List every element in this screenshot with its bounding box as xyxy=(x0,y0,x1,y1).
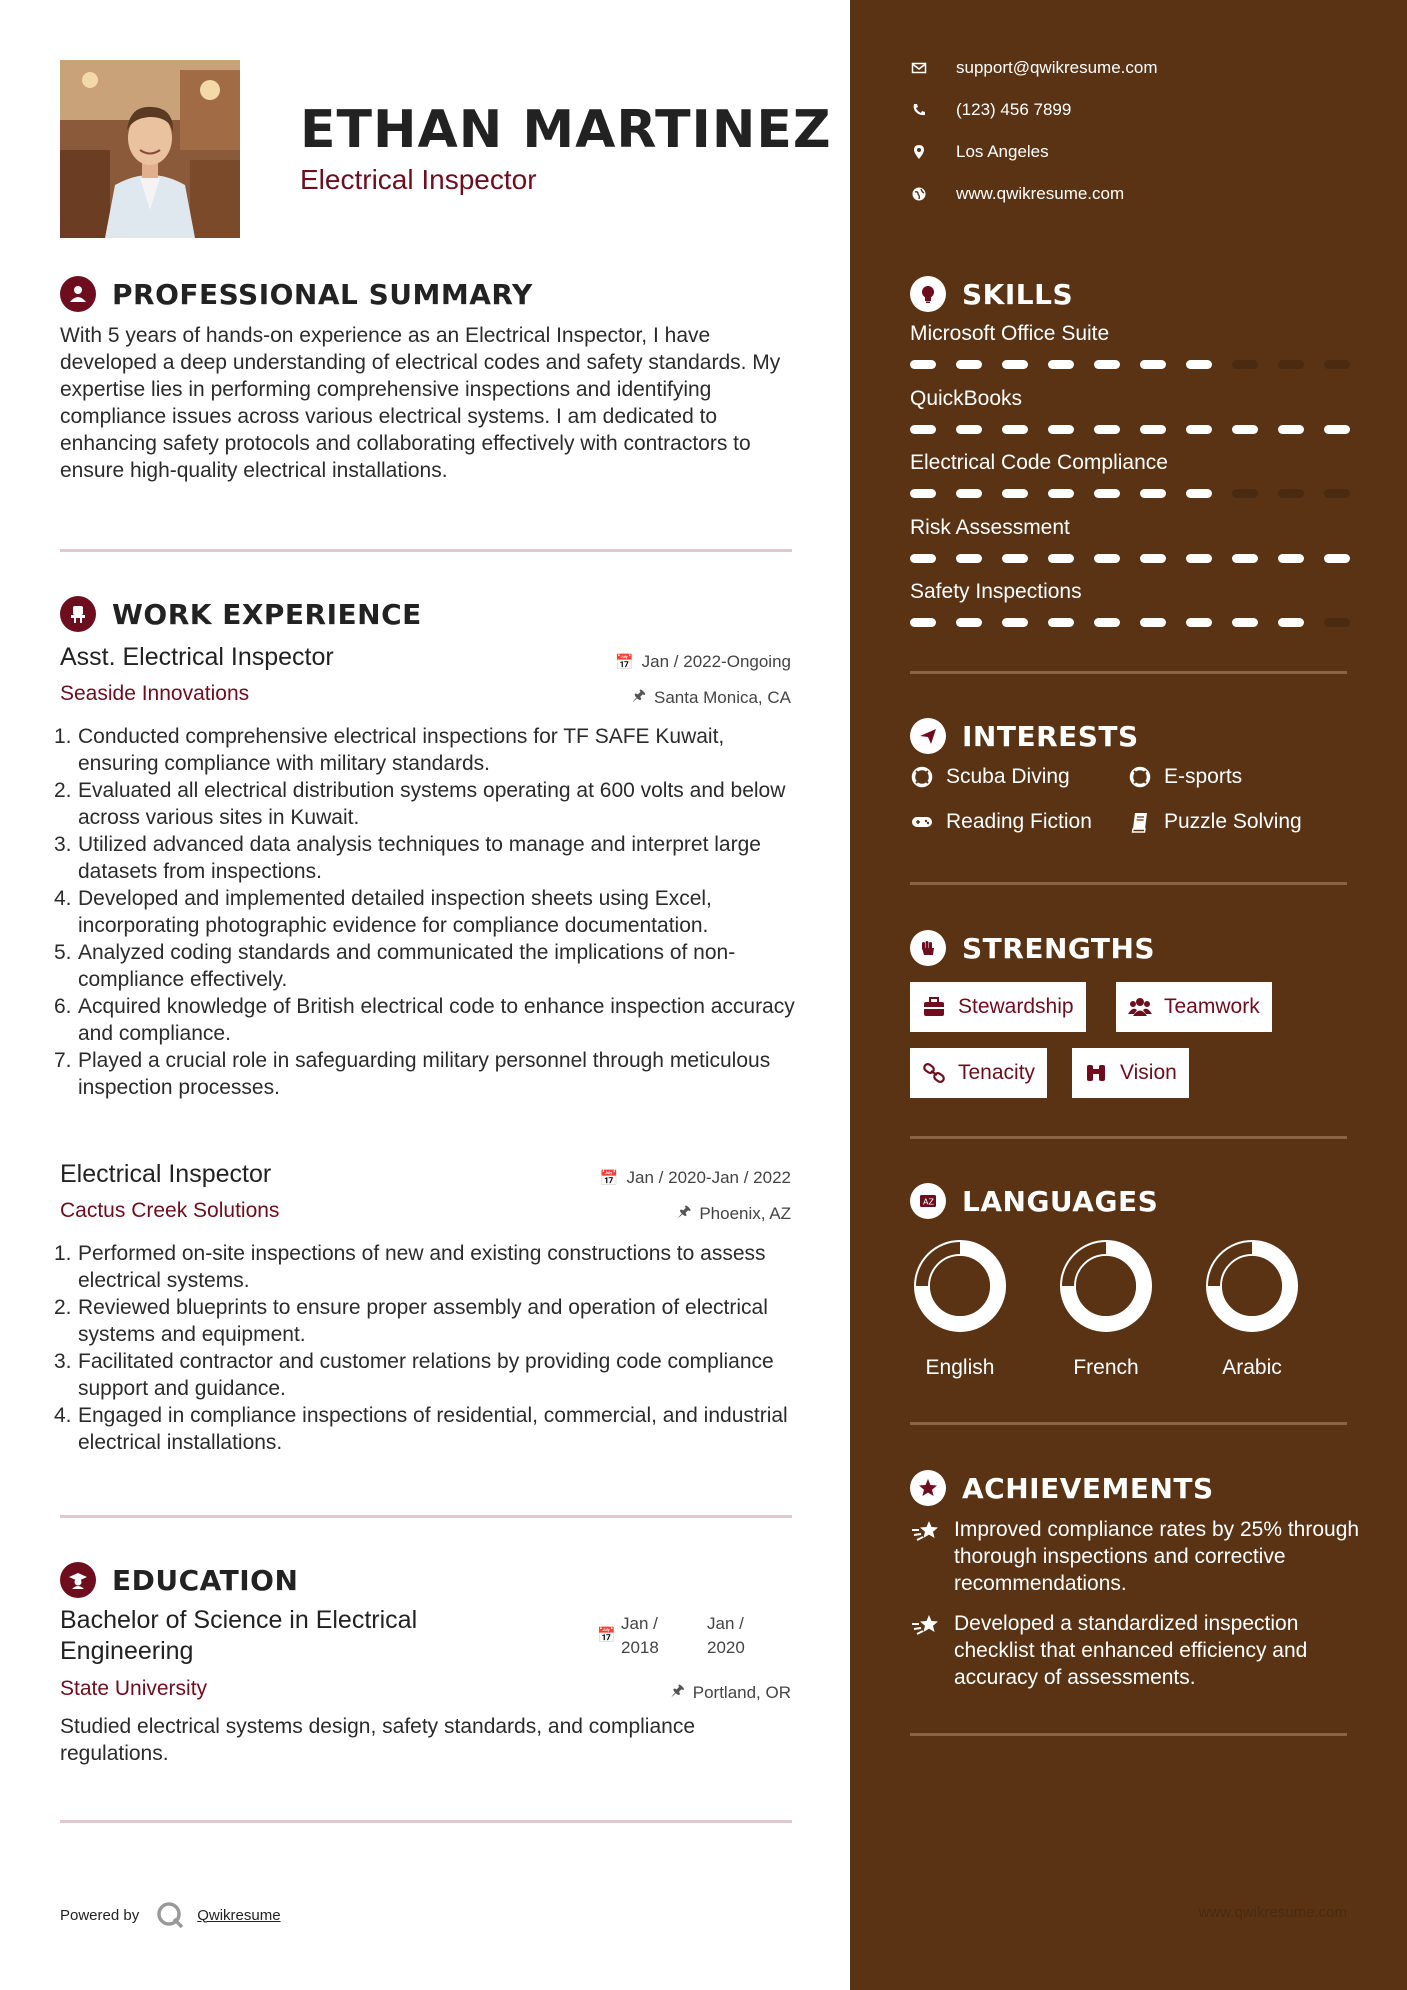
list-item: 4. Engaged in compliance inspections of residential, commercial, and industrial electrical installations. xyxy=(54,1404,788,1454)
fist-icon xyxy=(910,930,946,966)
map-pin-icon xyxy=(910,143,928,161)
phone-icon xyxy=(910,101,928,119)
skill-level-bar xyxy=(910,489,1350,499)
strength-badge: Stewardship xyxy=(910,982,1086,1032)
skill-dash xyxy=(1324,554,1350,563)
qwikresume-link[interactable]: Qwikresume xyxy=(197,1906,281,1924)
user-icon xyxy=(60,276,96,312)
list-item: 3. Utilized advanced data analysis techniques to manage and interpret large datasets from inspections. xyxy=(54,833,761,883)
paper-plane-icon xyxy=(910,718,946,754)
skill-dash xyxy=(1278,618,1304,627)
skill-level-bar xyxy=(910,360,1350,370)
svg-text:AZ: AZ xyxy=(923,1197,934,1207)
contact-website[interactable]: www.qwikresume.com xyxy=(910,184,1124,204)
pin-icon: 🖈 xyxy=(632,687,646,704)
achievement-item: Improved compliance rates by 25% through thorough inspections and corrective recommendations. xyxy=(910,1516,1360,1597)
section-divider xyxy=(60,1515,792,1518)
skill-dash xyxy=(910,618,936,627)
job-title: Asst. Electrical Inspector xyxy=(60,643,334,671)
language-name: Arabic xyxy=(1222,1356,1282,1379)
skill-dash xyxy=(1002,618,1028,627)
job-dates: 📅 Jan / 2022-Ongoing xyxy=(614,652,791,671)
skill-dash xyxy=(956,425,982,434)
candidate-name: ETHAN MARTINEZ xyxy=(300,100,832,160)
skill-name: QuickBooks xyxy=(910,387,1023,410)
profile-photo xyxy=(60,60,240,238)
contact-phone[interactable]: (123) 456 7899 xyxy=(910,100,1071,120)
end-date: Jan / 2020 xyxy=(707,1614,745,1657)
section-title: WORK EXPERIENCE xyxy=(112,597,422,631)
ring-hole xyxy=(1222,1256,1282,1316)
briefcase-icon xyxy=(922,996,946,1018)
footer-website[interactable]: www.qwikresume.com xyxy=(1198,1904,1347,1921)
achievements-heading xyxy=(910,1470,1214,1506)
skill-dash xyxy=(1048,425,1074,434)
section-divider xyxy=(910,1136,1347,1139)
calendar-icon: 📅 xyxy=(614,654,634,671)
skill-dash xyxy=(1094,360,1120,369)
strength-badge: Tenacity xyxy=(910,1048,1047,1098)
education-location: 🖈 Portland, OR xyxy=(671,1680,791,1705)
skill-dash xyxy=(1094,554,1120,563)
list-item: 1. Conducted comprehensive electrical inspections for TF SAFE Kuwait, ensuring compliance with military standards. xyxy=(54,725,725,775)
sidebar xyxy=(850,0,1407,1990)
list-item: 5. Analyzed coding standards and communicated the implications of non-compliance effectively. xyxy=(54,941,736,991)
section-title: STRENGTHS xyxy=(962,931,1156,965)
skill-dash xyxy=(1186,360,1212,369)
section-title: SKILLS xyxy=(962,277,1074,311)
job-bullets xyxy=(54,1240,799,1456)
skill-dash xyxy=(1002,425,1028,434)
skill-name: Microsoft Office Suite xyxy=(910,322,1110,345)
job-dates: 📅 Jan / 2020-Jan / 2022 xyxy=(599,1168,791,1187)
candidate-role: Electrical Inspector xyxy=(300,164,537,195)
lightbulb-icon xyxy=(910,276,946,312)
strengths-heading xyxy=(910,930,1155,966)
section-divider xyxy=(60,1820,792,1823)
skill-dash xyxy=(1232,425,1258,434)
skill-level-bar xyxy=(910,554,1350,564)
language-name: French xyxy=(1073,1356,1139,1379)
interest-item: Puzzle Solving xyxy=(1128,810,1302,834)
skill-dash xyxy=(1324,618,1350,627)
lifebuoy-icon xyxy=(910,765,934,789)
skill-dash xyxy=(1048,554,1074,563)
translate-icon xyxy=(910,1183,946,1219)
language-name: English xyxy=(925,1356,995,1379)
ring-hole xyxy=(930,1256,990,1316)
chair-icon xyxy=(60,596,96,632)
education-description: Studied electrical systems design, safety standards, and compliance regulations. xyxy=(60,1715,695,1765)
interests-heading xyxy=(910,718,1139,754)
skill-dash xyxy=(1232,554,1258,563)
skill-name: Electrical Code Compliance xyxy=(910,451,1168,474)
lifebuoy-icon xyxy=(1128,765,1152,789)
list-item: 3. Facilitated contractor and customer relations by providing code compliance support and guidance. xyxy=(54,1350,774,1400)
ring-hole xyxy=(1076,1256,1136,1316)
section-divider xyxy=(910,671,1347,674)
list-item: 2. Evaluated all electrical distribution systems operating at 600 volts and below across various sites in Kuwait. xyxy=(54,779,786,829)
section-title: LANGUAGES xyxy=(962,1184,1159,1218)
skill-dash xyxy=(1278,489,1304,498)
skill-dash xyxy=(1140,618,1166,627)
skill-dash xyxy=(1140,489,1166,498)
list-item: 4. Developed and implemented detailed inspection sheets using Excel, incorporating photographic evidence for compliance documentation. xyxy=(54,887,712,937)
skill-dash xyxy=(1140,360,1166,369)
calendar-icon: 📅 xyxy=(599,1170,619,1187)
section-title: INTERESTS xyxy=(962,719,1139,753)
book-icon xyxy=(1128,810,1152,834)
skill-name: Safety Inspections xyxy=(910,580,1082,603)
skill-dash xyxy=(1048,360,1074,369)
section-title: PROFESSIONAL SUMMARY xyxy=(112,277,533,311)
skill-dash xyxy=(910,360,936,369)
skill-dash xyxy=(1232,489,1258,498)
skill-dash xyxy=(956,489,982,498)
skill-dash xyxy=(1048,618,1074,627)
skill-dash xyxy=(1186,489,1212,498)
languages-heading xyxy=(910,1183,1158,1219)
skill-dash xyxy=(1324,425,1350,434)
skill-dash xyxy=(1278,360,1304,369)
pin-icon: 🖈 xyxy=(677,1203,692,1220)
link-icon xyxy=(922,1062,946,1084)
start-date: Jan / 2018 xyxy=(621,1614,659,1657)
star-badge-icon xyxy=(910,1470,946,1506)
degree-title: Bachelor of Science in Electrical Engineering xyxy=(60,1606,418,1665)
skill-dash xyxy=(1278,554,1304,563)
strength-badge: Vision xyxy=(1072,1048,1189,1098)
users-icon xyxy=(1128,996,1152,1018)
list-item: 1. Performed on-site inspections of new and existing constructions to assess electrical systems. xyxy=(54,1242,766,1292)
summary-text: With 5 years of hands-on experience as an Electrical Inspector, I have developed a deep understanding of electrical codes and safety standards. My expertise lies in performing comprehensive inspections and identifying compliance issues across various electrical systems. I am dedicated to enhancing safety protocols and collaborating effectively with contractors to ensure high-quality electrical installations. xyxy=(60,324,781,482)
job-bullets xyxy=(54,723,799,1101)
education-heading xyxy=(60,1562,298,1598)
company-name: Seaside Innovations xyxy=(60,682,250,705)
skill-dash xyxy=(1140,554,1166,563)
skill-dash xyxy=(910,554,936,563)
skill-dash xyxy=(1278,425,1304,434)
strength-badge: Teamwork xyxy=(1116,982,1272,1032)
section-title: ACHIEVEMENTS xyxy=(962,1471,1214,1505)
section-divider xyxy=(60,549,792,552)
skill-dash xyxy=(1002,554,1028,563)
shooting-star-icon xyxy=(910,1612,940,1640)
skill-dash xyxy=(1232,360,1258,369)
skill-dash xyxy=(1140,425,1166,434)
skill-dash xyxy=(956,554,982,563)
summary-heading xyxy=(60,276,533,312)
section-divider xyxy=(910,1422,1347,1425)
experience-heading xyxy=(60,596,422,632)
company-name: Cactus Creek Solutions xyxy=(60,1199,280,1222)
language-item xyxy=(1056,1238,1156,1380)
envelope-icon xyxy=(910,59,928,77)
calendar-icon: 📅 xyxy=(597,1627,616,1644)
skill-dash xyxy=(1094,489,1120,498)
skills-heading xyxy=(910,276,1073,312)
language-item xyxy=(910,1238,1010,1380)
list-item: 2. Reviewed blueprints to ensure proper assembly and operation of electrical systems and equipment. xyxy=(54,1296,768,1346)
skill-dash xyxy=(956,618,982,627)
qwikresume-logo-icon xyxy=(155,1900,185,1930)
powered-by: Powered by Qwikresume xyxy=(60,1900,281,1930)
shooting-star-icon xyxy=(910,1518,940,1546)
interest-item: Reading Fiction xyxy=(910,810,1092,834)
skill-level-bar xyxy=(910,618,1350,628)
skill-dash xyxy=(1048,489,1074,498)
skill-dash xyxy=(1186,425,1212,434)
binoculars-icon xyxy=(1084,1062,1108,1084)
language-level-ring xyxy=(1058,1238,1154,1334)
skill-dash xyxy=(956,360,982,369)
skill-dash xyxy=(1186,554,1212,563)
skill-dash xyxy=(1094,618,1120,627)
interest-item: Scuba Diving xyxy=(910,765,1070,789)
skill-dash xyxy=(1186,618,1212,627)
skill-dash xyxy=(1324,360,1350,369)
skill-level-bar xyxy=(910,425,1350,435)
skill-dash xyxy=(910,425,936,434)
skill-dash xyxy=(910,489,936,498)
graduate-icon xyxy=(60,1562,96,1598)
section-divider xyxy=(910,882,1347,885)
interest-item: E-sports xyxy=(1128,765,1242,789)
skill-dash xyxy=(1324,489,1350,498)
pin-icon: 🖈 xyxy=(670,1682,685,1699)
achievement-item: Developed a standardized inspection checklist that enhanced efficiency and accuracy of assessments. xyxy=(910,1610,1360,1691)
section-divider xyxy=(910,1733,1347,1736)
contact-location: Los Angeles xyxy=(910,142,1049,162)
list-item: 7. Played a crucial role in safeguarding military personnel through meticulous inspection processes. xyxy=(54,1049,771,1099)
globe-icon xyxy=(910,185,928,203)
skill-dash xyxy=(1094,425,1120,434)
skill-dash xyxy=(1002,360,1028,369)
language-level-ring xyxy=(912,1238,1008,1334)
list-item: 6. Acquired knowledge of British electrical code to enhance inspection accuracy and compliance. xyxy=(54,995,795,1045)
school-name: State University xyxy=(60,1677,208,1700)
job-title: Electrical Inspector xyxy=(60,1160,272,1188)
skill-dash xyxy=(1002,489,1028,498)
skill-name: Risk Assessment xyxy=(910,516,1070,539)
contact-email[interactable]: support@qwikresume.com xyxy=(910,58,1158,78)
section-title: EDUCATION xyxy=(112,1563,299,1597)
job-location: 🖈 Santa Monica, CA xyxy=(632,685,791,710)
language-item xyxy=(1202,1238,1302,1380)
job-location: 🖈 Phoenix, AZ xyxy=(677,1201,791,1226)
skill-dash xyxy=(1232,618,1258,627)
gamepad-icon xyxy=(910,810,934,834)
language-level-ring xyxy=(1204,1238,1300,1334)
